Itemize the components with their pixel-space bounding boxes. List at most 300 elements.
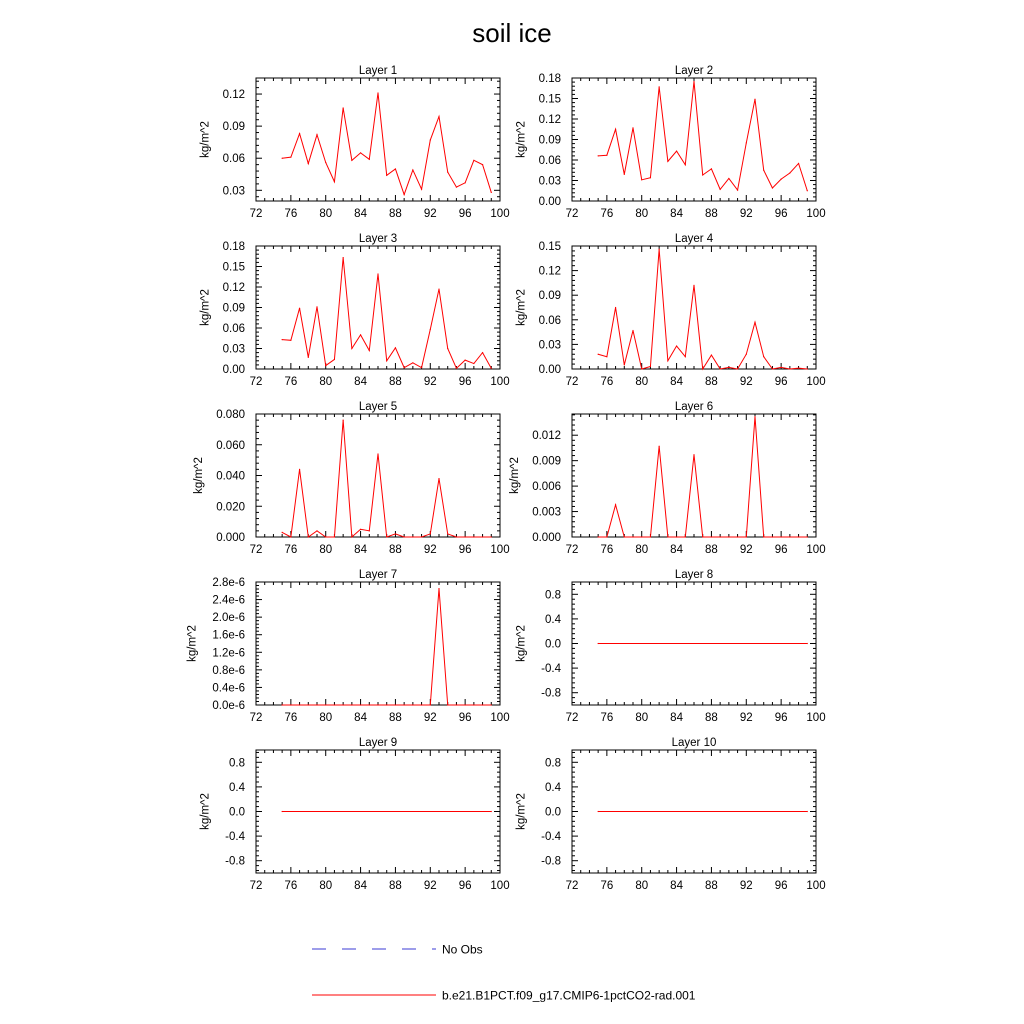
chart-2-point: [659, 86, 660, 87]
chart-8-xtick-label: 76: [600, 712, 614, 724]
chart-1-point: [482, 164, 483, 165]
chart-5-point: [412, 536, 413, 537]
chart-4-xtick-label: 80: [635, 376, 649, 388]
chart-5-point: [351, 536, 352, 537]
chart-1-point: [412, 169, 413, 170]
chart-4-xtick-label: 92: [739, 376, 753, 388]
chart-6-point: [632, 536, 633, 537]
chart-3-point: [360, 334, 361, 335]
chart-7-xtick-label: 100: [490, 712, 510, 724]
chart-8-ytick-label: -0.4: [541, 663, 561, 676]
chart-1-title: Layer 1: [358, 65, 398, 77]
chart-2-ytick-label: 0.00: [538, 196, 561, 208]
chart-1-point: [334, 181, 335, 182]
legend-label-model: b.e21.B1PCT.f09_g17.CMIP6-1pctCO2-rad.001: [442, 988, 696, 1003]
chart-6-ytick-label: 0.000: [532, 532, 561, 544]
chart-1-point: [404, 194, 405, 195]
chart-4-point: [676, 345, 677, 346]
chart-5-xtick-label: 72: [249, 544, 263, 556]
chart-8-xtick-label: 92: [739, 712, 753, 724]
chart-3-point: [325, 365, 326, 366]
chart-7-point: [343, 704, 344, 705]
chart-6-point: [650, 536, 651, 537]
chart-4-ytick-label: 0.09: [538, 290, 561, 303]
chart-9-xtick-label: 72: [249, 880, 263, 892]
chart-2-point: [606, 155, 607, 156]
chart-10-ytick-label: -0.4: [541, 831, 561, 844]
chart-6-ytick-label: 0.009: [532, 455, 561, 468]
chart-5-xtick-label: 84: [354, 544, 367, 556]
chart-5-panel: [193, 401, 510, 556]
chart-3-title: Layer 3: [358, 233, 398, 245]
chart-5-point: [438, 478, 439, 479]
chart-5-point: [325, 536, 326, 537]
chart-7-xtick-label: 80: [319, 712, 333, 724]
chart-8-ylabel: kg/m^2: [515, 625, 528, 662]
chart-3-xtick-label: 84: [354, 376, 367, 388]
chart-1-point: [456, 186, 457, 187]
chart-10-xtick-label: 88: [705, 880, 718, 892]
chart-4-point: [659, 249, 660, 250]
chart-9-point: [282, 811, 283, 812]
chart-5-point: [369, 530, 370, 531]
chart-5-ytick-label: 0.060: [216, 439, 245, 452]
chart-4-point: [624, 364, 625, 365]
chart-5-xtick-label: 80: [319, 544, 333, 556]
chart-6-series-line: [598, 417, 807, 537]
chart-7-series-line: [282, 589, 491, 705]
chart-2-point: [781, 179, 782, 180]
chart-4-point: [772, 368, 773, 369]
chart-2-xtick-label: 80: [635, 208, 649, 220]
chart-7-xtick-label: 96: [458, 712, 472, 724]
chart-7-point: [404, 704, 405, 705]
chart-6-point: [781, 536, 782, 537]
chart-1-point: [473, 160, 474, 161]
chart-1-point: [351, 160, 352, 161]
chart-3-point: [438, 288, 439, 289]
chart-6-xtick-label: 96: [774, 544, 788, 556]
chart-9-xtick-label: 84: [354, 880, 367, 892]
chart-1-point: [282, 158, 283, 159]
chart-9-ytick-label: -0.8: [225, 855, 245, 868]
chart-1-ytick-label: 0.09: [222, 121, 245, 134]
chart-6-point: [711, 536, 712, 537]
chart-6-point: [807, 536, 808, 537]
chart-8-ytick-label: 0.0: [545, 638, 561, 651]
chart-6-frame: [572, 414, 816, 537]
chart-8-panel: [516, 569, 826, 724]
chart-7-point: [421, 704, 422, 705]
chart-6-point: [789, 536, 790, 537]
chart-3-ytick-label: 0.06: [222, 323, 245, 335]
chart-1-point: [290, 157, 291, 158]
chart-9-ylabel: kg/m^2: [199, 793, 212, 830]
chart-6-point: [659, 446, 660, 447]
chart-3-point: [386, 360, 387, 361]
chart-3-point: [421, 367, 422, 368]
chart-7-point: [438, 588, 439, 589]
chart-5-point: [421, 536, 422, 537]
chart-3-point: [282, 339, 283, 340]
chart-2-point: [693, 81, 694, 82]
chart-2-point: [728, 178, 729, 179]
chart-2-ytick-label: 0.09: [538, 134, 561, 147]
chart-3-point: [412, 362, 413, 363]
chart-7-ytick-label: 2.8e-6: [212, 577, 245, 589]
chart-3-series-line: [282, 258, 491, 369]
figure-title: soil ice: [472, 18, 552, 48]
chart-5-point: [386, 536, 387, 537]
chart-6-ytick-label: 0.012: [532, 430, 561, 443]
chart-9-xtick-label: 96: [458, 880, 472, 892]
chart-1-ylabel: kg/m^2: [199, 121, 212, 158]
chart-6-point: [693, 454, 694, 455]
chart-9-xtick-label: 100: [490, 880, 510, 892]
chart-5-ytick-label: 0.080: [216, 409, 245, 421]
chart-7-point: [491, 704, 492, 705]
chart-7-ytick-label: 2.4e-6: [212, 594, 245, 607]
chart-2-point: [685, 164, 686, 165]
chart-7-point: [351, 704, 352, 705]
chart-6-ylabel: kg/m^2: [509, 457, 521, 494]
chart-1-point: [343, 107, 344, 108]
chart-4-point: [693, 285, 694, 286]
chart-1-point: [360, 152, 361, 153]
chart-2-xtick-label: 72: [565, 208, 579, 220]
chart-2-point: [746, 142, 747, 143]
chart-4-point: [598, 354, 599, 355]
chart-9-ytick-label: 0.0: [229, 806, 245, 819]
chart-4-xtick-label: 88: [705, 376, 718, 388]
chart-7-xtick-label: 72: [249, 712, 263, 724]
chart-10-xtick-label: 96: [774, 880, 788, 892]
chart-2-point: [632, 127, 633, 128]
chart-9-xtick-label: 88: [389, 880, 402, 892]
chart-8-ytick-label: 0.8: [545, 589, 561, 602]
chart-10-ytick-label: 0.0: [545, 806, 561, 819]
chart-5-point: [456, 536, 457, 537]
chart-3-ytick-label: 0.15: [222, 261, 245, 274]
chart-5-point: [404, 536, 405, 537]
chart-7-ytick-label: 2.0e-6: [212, 612, 245, 625]
chart-5-point: [308, 536, 309, 537]
chart-7-point: [386, 704, 387, 705]
chart-10-point: [807, 811, 808, 812]
chart-2-title: Layer 2: [674, 65, 714, 77]
chart-6-xtick-label: 72: [565, 544, 579, 556]
chart-4-xtick-label: 84: [670, 376, 683, 388]
chart-1-point: [465, 182, 466, 183]
chart-7-point: [482, 704, 483, 705]
chart-1-xtick-label: 72: [249, 208, 263, 220]
chart-8-xtick-label: 84: [670, 712, 683, 724]
chart-3-ytick-label: 0.00: [222, 364, 245, 376]
chart-3-point: [369, 350, 370, 351]
chart-6-point: [685, 536, 686, 537]
chart-8-xtick-label: 96: [774, 712, 788, 724]
chart-6-xtick-label: 100: [806, 544, 826, 556]
chart-2-ytick-label: 0.12: [538, 114, 561, 126]
chart-9-xtick-label: 76: [284, 880, 298, 892]
chart-10-ylabel: kg/m^2: [515, 793, 528, 830]
chart-5-point: [343, 420, 344, 421]
chart-3-point: [343, 257, 344, 258]
chart-5-point: [299, 469, 300, 470]
chart-6-xtick-label: 76: [600, 544, 614, 556]
chart-6-point: [720, 536, 721, 537]
chart-4-point: [632, 330, 633, 331]
chart-3-point: [465, 360, 466, 361]
chart-7-point: [377, 704, 378, 705]
chart-8-ytick-label: -0.8: [541, 687, 561, 700]
chart-7-point: [308, 704, 309, 705]
chart-8-point: [598, 643, 599, 644]
chart-1-ytick-label: 0.12: [222, 89, 245, 102]
chart-3-point: [316, 306, 317, 307]
chart-1-point: [369, 159, 370, 160]
chart-2-point: [807, 190, 808, 191]
chart-4-series-line: [598, 249, 807, 369]
chart-5-series-line: [282, 420, 491, 537]
chart-6-point: [737, 536, 738, 537]
chart-3-point: [430, 329, 431, 330]
chart-2-xtick-label: 76: [600, 208, 614, 220]
chart-3-point: [308, 357, 309, 358]
chart-7-xtick-label: 84: [354, 712, 367, 724]
chart-8-title: Layer 8: [674, 569, 714, 581]
chart-1-point: [395, 168, 396, 169]
chart-2-panel: [516, 65, 826, 220]
chart-7-point: [395, 704, 396, 705]
chart-4-point: [798, 368, 799, 369]
chart-4-ytick-label: 0.00: [538, 364, 561, 376]
chart-3-point: [404, 367, 405, 368]
chart-7-panel: [186, 569, 509, 724]
chart-3-xtick-label: 72: [249, 376, 263, 388]
chart-3-xtick-label: 96: [458, 376, 472, 388]
chart-5-point: [360, 529, 361, 530]
chart-2-ytick-label: 0.03: [538, 175, 561, 188]
chart-1-ytick-label: 0.03: [222, 185, 245, 198]
chart-6-panel: [509, 401, 826, 556]
chart-3-point: [482, 352, 483, 353]
chart-1-point: [386, 175, 387, 176]
chart-7-point: [430, 704, 431, 705]
chart-2-point: [737, 189, 738, 190]
chart-5-ytick-label: 0.040: [216, 470, 245, 483]
chart-1-xtick-label: 88: [389, 208, 402, 220]
chart-3-point: [473, 363, 474, 364]
chart-7-point: [369, 704, 370, 705]
chart-5-point: [473, 536, 474, 537]
chart-4-point: [789, 368, 790, 369]
chart-10-xtick-label: 84: [670, 880, 683, 892]
chart-5-point: [395, 533, 396, 534]
chart-7-xtick-label: 92: [423, 712, 437, 724]
chart-5-ylabel: kg/m^2: [193, 457, 205, 494]
chart-7-point: [465, 704, 466, 705]
chart-5-xtick-label: 100: [490, 544, 510, 556]
chart-5-point: [447, 533, 448, 534]
chart-1-xtick-label: 92: [423, 208, 437, 220]
chart-10-ytick-label: 0.4: [545, 781, 561, 794]
chart-7-ytick-label: 0.4e-6: [212, 682, 245, 695]
chart-1-xtick-label: 80: [319, 208, 333, 220]
chart-2-point: [772, 187, 773, 188]
chart-1-point: [447, 172, 448, 173]
chart-3-xtick-label: 100: [490, 376, 510, 388]
chart-7-xtick-label: 88: [389, 712, 402, 724]
chart-4-point: [746, 354, 747, 355]
chart-2-ytick-label: 0.06: [538, 155, 561, 167]
chart-5-point: [465, 536, 466, 537]
chart-7-point: [334, 704, 335, 705]
chart-3-ylabel: kg/m^2: [199, 289, 212, 326]
chart-8-point: [807, 643, 808, 644]
chart-1-point: [377, 92, 378, 93]
chart-7-point: [316, 704, 317, 705]
chart-6-point: [763, 536, 764, 537]
chart-6-title: Layer 6: [674, 401, 714, 413]
chart-2-ytick-label: 0.18: [538, 73, 561, 85]
chart-10-panel: [516, 737, 826, 892]
chart-2-ylabel: kg/m^2: [515, 121, 528, 158]
chart-4-point: [781, 367, 782, 368]
chart-6-point: [746, 536, 747, 537]
legend: [312, 943, 696, 1003]
chart-3-panel: [200, 233, 510, 388]
chart-4-point: [667, 360, 668, 361]
chart-5-xtick-label: 92: [423, 544, 437, 556]
chart-1-ytick-label: 0.06: [222, 153, 245, 166]
chart-4-xtick-label: 100: [806, 376, 826, 388]
chart-2-point: [720, 189, 721, 190]
chart-7-point: [299, 704, 300, 705]
chart-4-ytick-label: 0.06: [538, 314, 561, 327]
chart-9-xtick-label: 92: [423, 880, 437, 892]
chart-6-point: [624, 536, 625, 537]
chart-5-point: [282, 532, 283, 533]
chart-2-point: [702, 174, 703, 175]
chart-4-xtick-label: 76: [600, 376, 614, 388]
chart-1-point: [438, 116, 439, 117]
chart-4-panel: [516, 233, 826, 388]
chart-10-point: [598, 811, 599, 812]
chart-6-point: [667, 536, 668, 537]
chart-7-point: [473, 704, 474, 705]
chart-5-xtick-label: 88: [389, 544, 402, 556]
chart-5-xtick-label: 76: [284, 544, 298, 556]
chart-3-point: [456, 368, 457, 369]
chart-4-title: Layer 4: [674, 233, 714, 245]
chart-4-point: [641, 368, 642, 369]
chart-8-xtick-label: 80: [635, 712, 649, 724]
chart-4-point: [807, 368, 808, 369]
chart-2-point: [624, 174, 625, 175]
chart-2-frame: [572, 78, 816, 201]
chart-6-xtick-label: 84: [670, 544, 683, 556]
chart-6-point: [772, 536, 773, 537]
chart-5-point: [290, 536, 291, 537]
chart-10-ytick-label: -0.8: [541, 855, 561, 868]
chart-4-ytick-label: 0.12: [538, 265, 561, 278]
chart-9-ytick-label: 0.4: [229, 781, 245, 794]
chart-7-ytick-label: 1.6e-6: [212, 629, 245, 642]
chart-3-point: [395, 347, 396, 348]
chart-5-point: [430, 533, 431, 534]
chart-6-xtick-label: 80: [635, 544, 649, 556]
chart-9-xtick-label: 80: [319, 880, 333, 892]
chart-4-point: [720, 368, 721, 369]
chart-4-point: [754, 322, 755, 323]
chart-4-point: [615, 307, 616, 308]
chart-7-point: [325, 704, 326, 705]
chart-3-ytick-label: 0.03: [222, 343, 245, 356]
chart-1-point: [316, 134, 317, 135]
chart-7-ytick-label: 0.0e-6: [212, 700, 245, 712]
chart-4-point: [702, 368, 703, 369]
chart-9-ytick-label: -0.4: [225, 831, 245, 844]
chart-6-point: [606, 536, 607, 537]
chart-5-point: [377, 453, 378, 454]
chart-6-point: [798, 536, 799, 537]
chart-1-point: [308, 163, 309, 164]
chart-4-ytick-label: 0.15: [538, 241, 561, 253]
chart-9-point: [491, 811, 492, 812]
chart-4-point: [763, 356, 764, 357]
chart-3-point: [334, 359, 335, 360]
chart-4-point: [606, 356, 607, 357]
chart-4-xtick-label: 72: [565, 376, 579, 388]
chart-7-point: [447, 704, 448, 705]
chart-10-ytick-label: 0.8: [545, 757, 561, 770]
chart-6-ytick-label: 0.006: [532, 481, 561, 494]
chart-6-point: [641, 536, 642, 537]
chart-5-point: [334, 536, 335, 537]
chart-6-point: [598, 536, 599, 537]
chart-4-xtick-label: 96: [774, 376, 788, 388]
chart-6-xtick-label: 88: [705, 544, 718, 556]
chart-2-ytick-label: 0.15: [538, 93, 561, 106]
chart-2-point: [641, 179, 642, 180]
chart-3-point: [491, 368, 492, 369]
panel-grid: [186, 65, 825, 892]
chart-2-point: [763, 170, 764, 171]
chart-2-point: [789, 172, 790, 173]
chart-7-xtick-label: 76: [284, 712, 298, 724]
chart-9-ytick-label: 0.8: [229, 757, 245, 770]
chart-10-xtick-label: 92: [739, 880, 753, 892]
chart-6-ytick-label: 0.003: [532, 506, 561, 519]
chart-3-xtick-label: 92: [423, 376, 437, 388]
chart-2-point: [676, 151, 677, 152]
chart-5-point: [491, 536, 492, 537]
chart-5-ytick-label: 0.020: [216, 501, 245, 514]
chart-1-series-line: [282, 93, 491, 195]
chart-6-point: [615, 504, 616, 505]
chart-7-frame: [256, 582, 500, 705]
chart-6-point: [702, 536, 703, 537]
chart-4-point: [685, 356, 686, 357]
chart-7-point: [412, 704, 413, 705]
chart-2-xtick-label: 84: [670, 208, 683, 220]
chart-7-ylabel: kg/m^2: [186, 625, 199, 662]
chart-3-point: [299, 308, 300, 309]
chart-2-series-line: [598, 81, 807, 190]
chart-7-title: Layer 7: [358, 569, 398, 581]
chart-1-point: [299, 133, 300, 134]
